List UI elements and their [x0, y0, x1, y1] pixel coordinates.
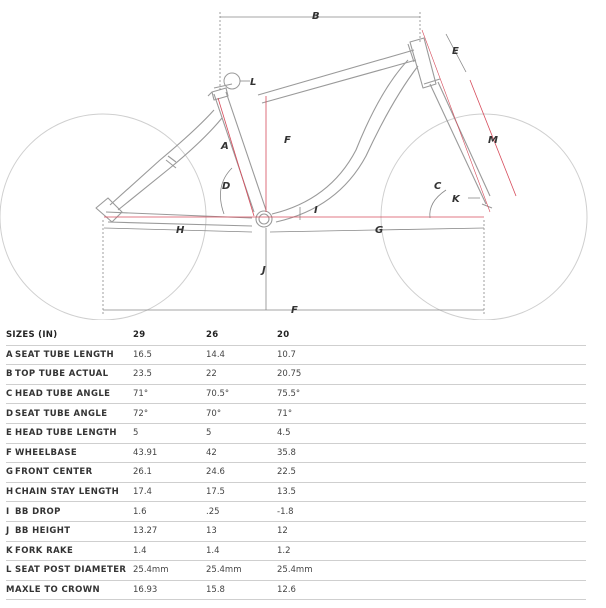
- value-29: 25.4mm: [133, 561, 206, 581]
- label-j: J: [262, 265, 266, 276]
- value-20: -1.8: [277, 502, 586, 522]
- value-29: 5: [133, 423, 206, 443]
- header-sizes: SIZES (IN): [6, 326, 133, 345]
- value-29: 43.91: [133, 443, 206, 463]
- table-row: [6, 521, 586, 541]
- row-key: H: [6, 482, 15, 502]
- table-row: [6, 365, 586, 385]
- value-20: 4.5: [277, 423, 586, 443]
- header-26: 26: [206, 326, 277, 345]
- table-row: [6, 443, 586, 463]
- value-26: 13: [206, 521, 277, 541]
- row-key: C: [6, 384, 15, 404]
- value-26: 22: [206, 365, 277, 385]
- table-row: [6, 580, 586, 600]
- row-name: BB DROP: [15, 502, 133, 522]
- value-20: 13.5: [277, 482, 586, 502]
- value-26: 70.5°: [206, 384, 277, 404]
- row-key: I: [6, 502, 15, 522]
- row-name: HEAD TUBE ANGLE: [15, 384, 133, 404]
- value-29: 13.27: [133, 521, 206, 541]
- value-29: 1.6: [133, 502, 206, 522]
- row-name: FRONT CENTER: [15, 463, 133, 483]
- row-key: A: [6, 345, 15, 365]
- label-a: A: [221, 141, 229, 152]
- value-20: 75.5°: [277, 384, 586, 404]
- label-f-wheelbase: F: [291, 305, 298, 316]
- value-29: 17.4: [133, 482, 206, 502]
- label-f-stack: F: [284, 135, 291, 146]
- seatpost-diameter-circle: [224, 73, 240, 89]
- label-i: I: [314, 205, 318, 216]
- value-29: 16.93: [133, 580, 206, 600]
- value-29: 72°: [133, 404, 206, 424]
- value-20: 25.4mm: [277, 561, 586, 581]
- table-row: [6, 463, 586, 483]
- row-key: G: [6, 463, 15, 483]
- row-key: F: [6, 443, 15, 463]
- table-header-row: [6, 326, 586, 345]
- label-g: G: [375, 225, 384, 236]
- header-20: 20: [277, 326, 586, 345]
- value-26: 70°: [206, 404, 277, 424]
- label-k: K: [452, 194, 460, 205]
- row-name: SEAT TUBE LENGTH: [15, 345, 133, 365]
- value-20: 1.2: [277, 541, 586, 561]
- value-26: 24.6: [206, 463, 277, 483]
- label-c-front: C: [434, 181, 442, 192]
- row-key: J: [6, 521, 15, 541]
- row-name: BB HEIGHT: [15, 521, 133, 541]
- row-name: CHAIN STAY LENGTH: [15, 482, 133, 502]
- table-row: [6, 502, 586, 522]
- row-name: FORK RAKE: [15, 541, 133, 561]
- value-26: 42: [206, 443, 277, 463]
- value-29: 71°: [133, 384, 206, 404]
- label-b: B: [312, 11, 320, 22]
- row-name: AXLE TO CROWN: [15, 580, 133, 600]
- label-d: D: [222, 181, 231, 192]
- dimension-lines: [103, 12, 516, 314]
- row-name: SEAT POST DIAMETER: [15, 561, 133, 581]
- value-29: 23.5: [133, 365, 206, 385]
- row-name: WHEELBASE: [15, 443, 133, 463]
- value-20: 22.5: [277, 463, 586, 483]
- value-26: 5: [206, 423, 277, 443]
- label-h: H: [176, 225, 185, 236]
- table-row: [6, 345, 586, 365]
- row-key: K: [6, 541, 15, 561]
- table-row: [6, 423, 586, 443]
- value-26: 14.4: [206, 345, 277, 365]
- value-20: 12: [277, 521, 586, 541]
- table-row: [6, 561, 586, 581]
- row-key: D: [6, 404, 15, 424]
- value-29: 26.1: [133, 463, 206, 483]
- row-key: B: [6, 365, 15, 385]
- value-26: 25.4mm: [206, 561, 277, 581]
- table-row: [6, 541, 586, 561]
- header-29: 29: [133, 326, 206, 345]
- table-row: [6, 384, 586, 404]
- row-name: TOP TUBE ACTUAL: [15, 365, 133, 385]
- row-key: M: [6, 580, 15, 600]
- value-20: 12.6: [277, 580, 586, 600]
- row-name: SEAT TUBE ANGLE: [15, 404, 133, 424]
- label-e: E: [452, 46, 459, 57]
- geometry-table: [6, 326, 586, 600]
- table-row: [6, 404, 586, 424]
- row-key: L: [6, 561, 15, 581]
- bike-frame: [96, 38, 492, 227]
- label-m: M: [488, 135, 498, 146]
- table-row: [6, 482, 586, 502]
- row-name: HEAD TUBE LENGTH: [15, 423, 133, 443]
- value-26: 1.4: [206, 541, 277, 561]
- value-20: 35.8: [277, 443, 586, 463]
- value-29: 1.4: [133, 541, 206, 561]
- row-key: E: [6, 423, 15, 443]
- value-29: 16.5: [133, 345, 206, 365]
- value-26: 15.8: [206, 580, 277, 600]
- label-l: L: [250, 77, 257, 88]
- value-20: 20.75: [277, 365, 586, 385]
- value-20: 10.7: [277, 345, 586, 365]
- value-26: 17.5: [206, 482, 277, 502]
- value-20: 71°: [277, 404, 586, 424]
- value-26: .25: [206, 502, 277, 522]
